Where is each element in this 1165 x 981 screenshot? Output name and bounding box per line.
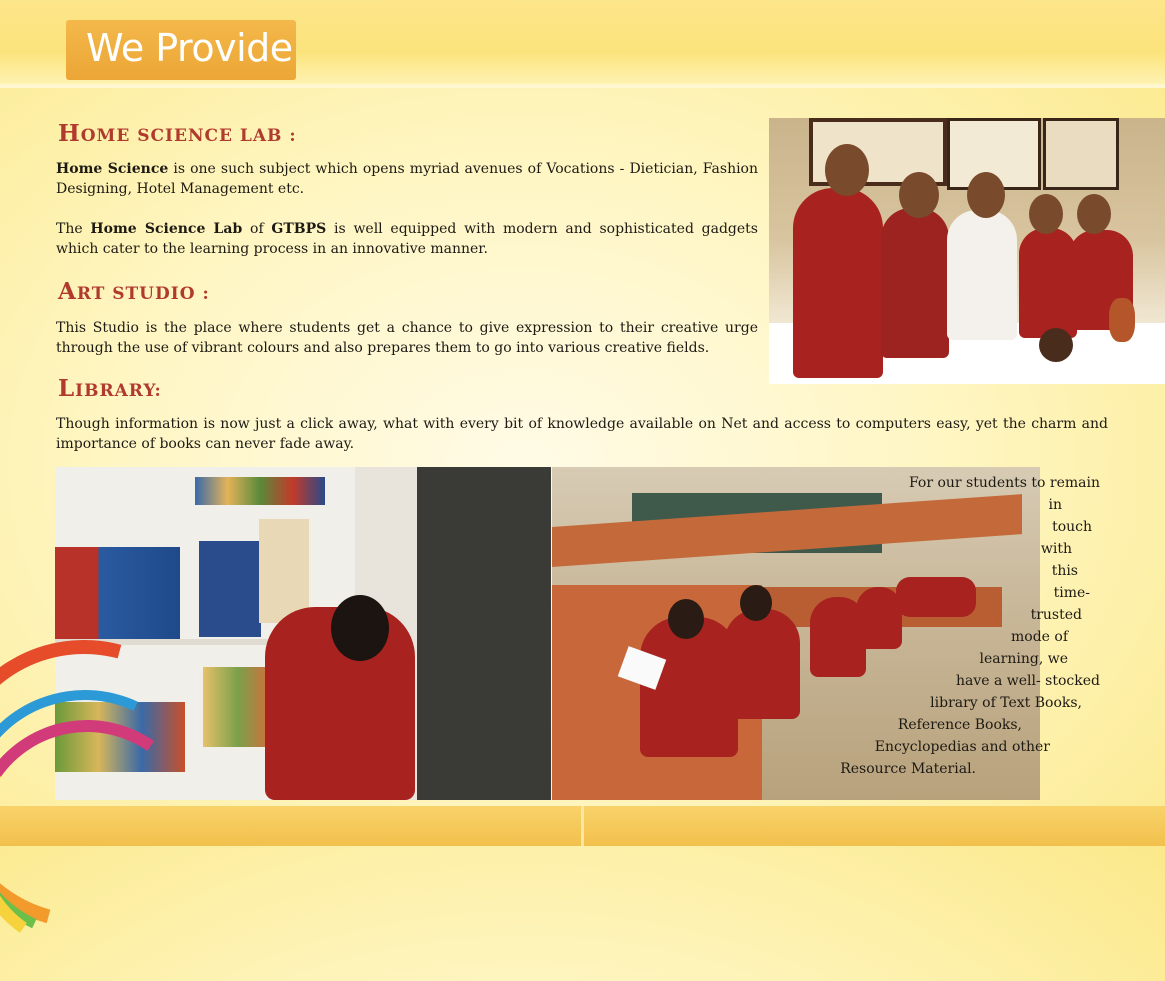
title-banner bbox=[66, 20, 296, 80]
heading-initial: H bbox=[58, 120, 81, 147]
side-line: learning, we bbox=[979, 651, 1068, 667]
heading-rest: IBRARY bbox=[75, 381, 155, 401]
heading-colon: : bbox=[154, 381, 162, 401]
art-studio-para: This Studio is the place where students get a chance to give expression to their creative urge through the use of vibrant colours and also prepares them to go into various creative fields. bbox=[56, 320, 758, 356]
student-head bbox=[899, 172, 939, 218]
side-line: Resource Material. bbox=[840, 761, 976, 777]
side-line: library of Text Books, bbox=[930, 695, 1082, 711]
home-science-lab-photo bbox=[769, 118, 1165, 384]
heading-initial: A bbox=[58, 278, 77, 305]
glass-cabinet bbox=[415, 467, 551, 800]
bold-text: Home Science Lab bbox=[90, 221, 243, 237]
side-line: For our students to remain bbox=[908, 475, 1100, 491]
book-row bbox=[195, 477, 325, 505]
side-line: have a well- stocked bbox=[955, 673, 1100, 689]
student-head bbox=[825, 144, 869, 196]
para-text: of bbox=[242, 221, 272, 237]
library-side-text bbox=[820, 472, 1100, 780]
book-row bbox=[55, 547, 180, 639]
teacher-head bbox=[967, 172, 1005, 218]
library-para: Though information is now just a click away, what with every bit of knowledge available on Net and access to computers easy, yet the charm and importance of books can never fade away. bbox=[56, 416, 1108, 452]
side-line: Encyclopedias and other bbox=[874, 739, 1050, 755]
side-line: in bbox=[1048, 497, 1062, 513]
student-head bbox=[668, 599, 704, 639]
para-text: The bbox=[56, 221, 91, 237]
side-line: this bbox=[1051, 563, 1078, 579]
bottom-divider bbox=[581, 806, 584, 846]
student-head bbox=[740, 585, 772, 621]
teacher-figure bbox=[947, 210, 1017, 340]
heading-rest: RT STUDIO bbox=[76, 284, 196, 304]
book-cover bbox=[259, 519, 309, 623]
student-figure bbox=[724, 609, 800, 719]
book-row bbox=[199, 541, 261, 637]
bold-text: Home Science bbox=[56, 161, 169, 177]
top-divider bbox=[0, 84, 1165, 88]
heading-rest: OME SCIENCE LAB bbox=[80, 126, 283, 146]
art-studio-heading bbox=[58, 278, 210, 305]
student-figure bbox=[881, 208, 949, 358]
clay-pot bbox=[1109, 298, 1135, 342]
banner-title: We Provide bbox=[86, 26, 293, 70]
side-line: mode of bbox=[1010, 629, 1068, 645]
home-science-para-2 bbox=[56, 219, 758, 259]
para-text: is well equipped with modern and sophisticated gadgets which cater to the learning process in an innovative manner. bbox=[56, 221, 758, 257]
side-line: Reference Books, bbox=[897, 717, 1022, 733]
home-science-heading bbox=[58, 120, 297, 147]
clay-pot bbox=[1039, 328, 1073, 362]
side-line: time- bbox=[1053, 585, 1090, 601]
heading-colon: : bbox=[202, 284, 210, 304]
side-line: with bbox=[1040, 541, 1072, 557]
student-head bbox=[1077, 194, 1111, 234]
side-line: trusted bbox=[1030, 607, 1082, 623]
heading-initial: L bbox=[58, 375, 76, 402]
bold-text: GTBPS bbox=[271, 221, 327, 237]
library-heading bbox=[58, 375, 162, 402]
student-figure bbox=[793, 188, 883, 378]
student-head bbox=[331, 595, 389, 661]
student-head bbox=[1029, 194, 1063, 234]
side-line: touch bbox=[1052, 519, 1092, 535]
home-science-para-1 bbox=[56, 159, 758, 199]
heading-colon: : bbox=[289, 126, 297, 146]
para-text: is one such subject which opens myriad avenues of Vocations - Dietician, Fashion Designing, Hotel Management etc. bbox=[56, 161, 759, 197]
wall-artwork bbox=[1043, 118, 1119, 190]
